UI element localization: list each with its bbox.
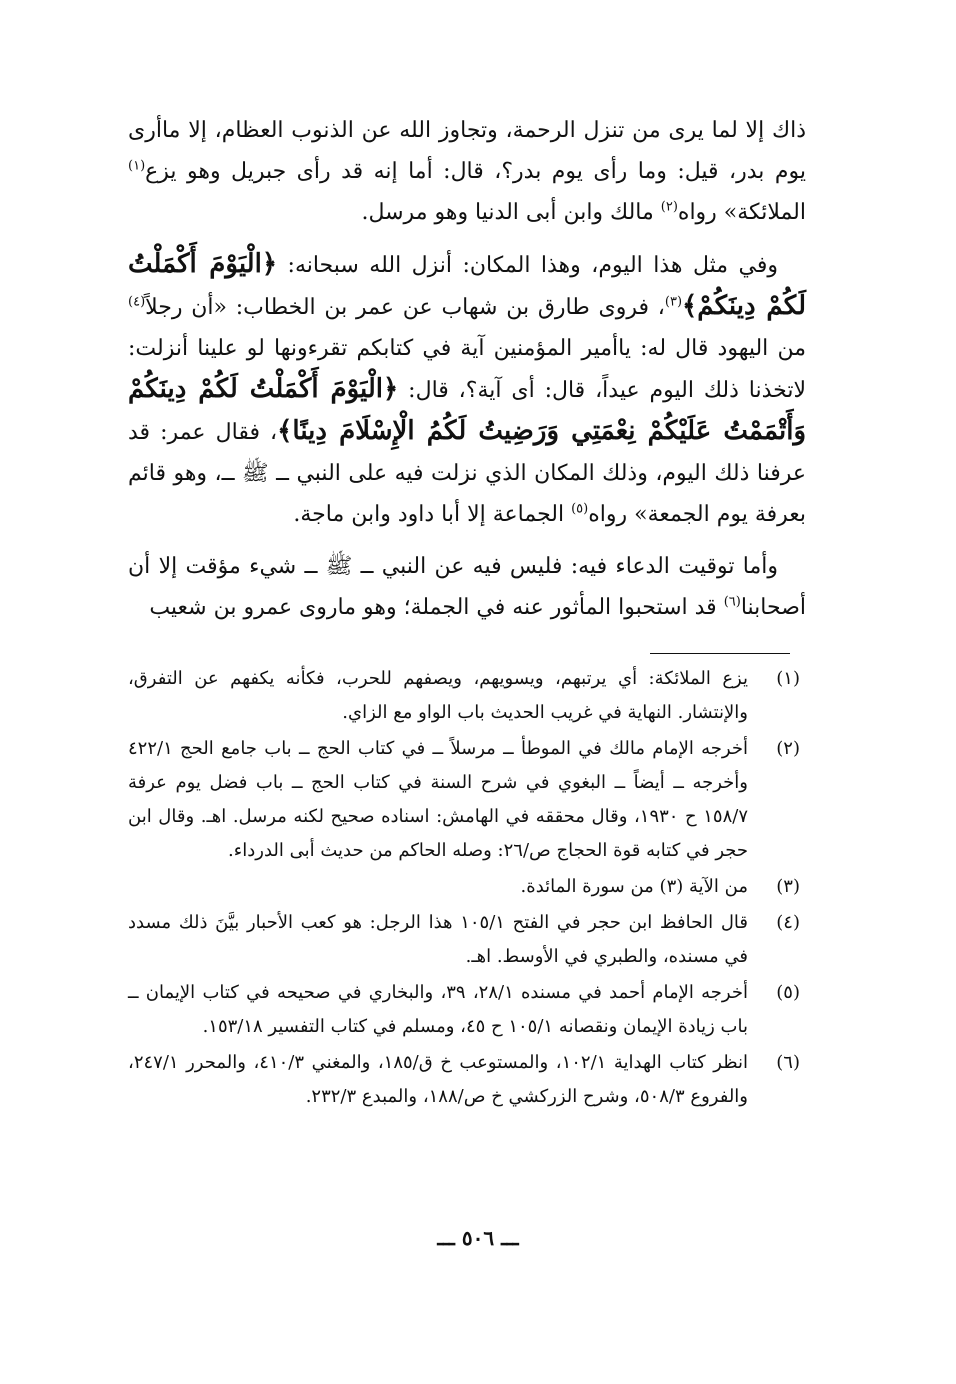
footnote-ref-1[interactable]: (١) <box>128 158 146 174</box>
footnote-item <box>128 732 800 868</box>
footnote-number: (١) <box>776 668 800 689</box>
p1-text-c: مالك وابن أبى الدنيا وهو مرسل. <box>361 200 661 225</box>
p3-text-b: قد استحبوا المأثور عنه في الجملة؛ وهو ماروى عمرو بن شعيب <box>149 595 724 620</box>
paragraph-2 <box>128 244 806 535</box>
p2-text-e: الجماعة إلا أبا داود وابن ماجة. <box>293 502 572 527</box>
p2-text-a: وفي مثل هذا اليوم، وهذا المكان: أنزل الله سبحانه: <box>277 253 779 278</box>
footnote-separator <box>650 653 790 654</box>
p2-text-c: من اليهود قال له: ياأمير المؤمنين آية في كتابكم تقرءونها لو علينا أنزلت: لاتخذنا ذلك اليوم عيداً، قال: أى آية؟، قال: <box>128 336 806 403</box>
footnote-number: (٥) <box>776 982 800 1003</box>
footnote-text: أخرجه الإمام مالك في الموطأ ــ مرسلاً ــ في كتاب الحج ــ باب جامع الحج ٤٢٢/١ وأخرجه ــ أيضاً ــ البغوي في شرح السنة في كتاب الحج ــ باب فضل يوم عرفة ١٥٨/٧ ح ١٩٣٠، وقال محققه في الهامش: اسناده صحيح لكنه مرسل. اهـ. وقال ابن حجر في كتابه قوة الحجاج ص/٢٦: وصله الحاكم من حديث أبى الدرداء. <box>128 738 749 861</box>
footnote-ref-2[interactable]: (٢) <box>660 199 678 215</box>
p3-text-a: وأما توقيت الدعاء فيه: فليس فيه عن النبي ــ ﷺ ــ شيء مؤقت إلا أن أصحابنا <box>128 554 806 620</box>
p1-text-a: ذاك إلا لما يرى من تنزل الرحمة، وتجاوز الله عن الذنوب العظام، إلا ماأرى يوم بدر، قيل: وما رأى يوم بدر؟، قال: أما إنه قد رأى جبريل وهو يزع <box>128 118 806 184</box>
footnote-text: انظر كتاب الهداية ١٠٢/١، والمستوعب خ ق/١٨٥، والمغني ٤١٠/٣، والمحرر ٢٤٧/١، والفروع ٥٠٨/٣، وشرح الزركشي خ ص/١٨٨، والمبدع ٢٣٢/٣. <box>128 1052 748 1107</box>
footnote-text: قال الحافظ ابن حجر في الفتح ١٠٥/١ هذا الرجل: هو كعب الأحبار بيَّنَ ذلك مسدد في مسنده، والطبري في الأوسط. اهـ. <box>128 912 748 967</box>
footnote-number: (٤) <box>776 912 800 933</box>
p2-text-b: ، فروى طارق بن شهاب عن عمر بن الخطاب: «أن رجلاً <box>145 295 665 320</box>
p1-text-b: الملائكة» رواه <box>677 200 806 225</box>
footnote-ref-3[interactable]: (٣) <box>664 294 683 310</box>
footnote-text: أخرجه الإمام أحمد في مسنده ٢٨/١، ٣٩، والبخاري في صحيحه في كتاب الإيمان ــ باب زيادة الإيمان ونقصانه ١٠٥/١ ح ٤٥، ومسلم في كتاب التفسير ١٥٣/١٨. <box>128 982 748 1037</box>
footnote-item <box>128 976 800 1044</box>
page-number: ـــ ٥٠٦ ـــ <box>437 1226 519 1250</box>
footnote-ref-5[interactable]: (٥) <box>571 501 589 517</box>
footnote-item <box>128 870 800 904</box>
footnote-ref-4[interactable]: (٤) <box>128 294 146 310</box>
footnote-text: من الآية (٣) من سورة المائدة. <box>520 876 748 897</box>
footnote-item <box>128 662 800 730</box>
footnote-number: (٦) <box>776 1052 800 1073</box>
p2-text-d: ، فقال عمر: قد عرفنا ذلك اليوم، وذلك المكان الذي نزلت فيه على النبي ــ ﷺ ــ، وهو قائم بعرفة يوم الجمعة» رواه <box>128 420 806 527</box>
footnote-text: يزع الملائكة: أي يرتبهم، ويسويهم، ويصفهم للحرب، فكأنه يكفهم عن التفرق، والإنتشار. النهاية في غريب الحديث باب الواو مع الزاي. <box>128 668 748 723</box>
footnote-item <box>128 1046 800 1114</box>
main-text <box>128 110 806 628</box>
quran-verse-1: ﴿الْيَوْمَ أَكْمَلْتُ لَكُمْ دِينَكُمْ﴾ <box>128 249 806 321</box>
footnotes <box>128 662 800 1116</box>
footnote-item <box>128 906 800 974</box>
footnote-number: (٣) <box>776 876 800 897</box>
footnote-ref-6[interactable]: (٦) <box>723 594 741 610</box>
paragraph-3 <box>128 546 806 628</box>
paragraph-1 <box>128 110 806 233</box>
footnote-number: (٢) <box>776 738 800 759</box>
quran-verse-2: ﴿الْيَوْمَ أَكْمَلْتُ لَكُمْ دِينَكُمْ وَأَتْمَمْتُ عَلَيْكُمْ نِعْمَتِي وَرَضِيتُ لَكُمُ الْإِسْلَامَ دِينًا﴾ <box>128 374 806 446</box>
